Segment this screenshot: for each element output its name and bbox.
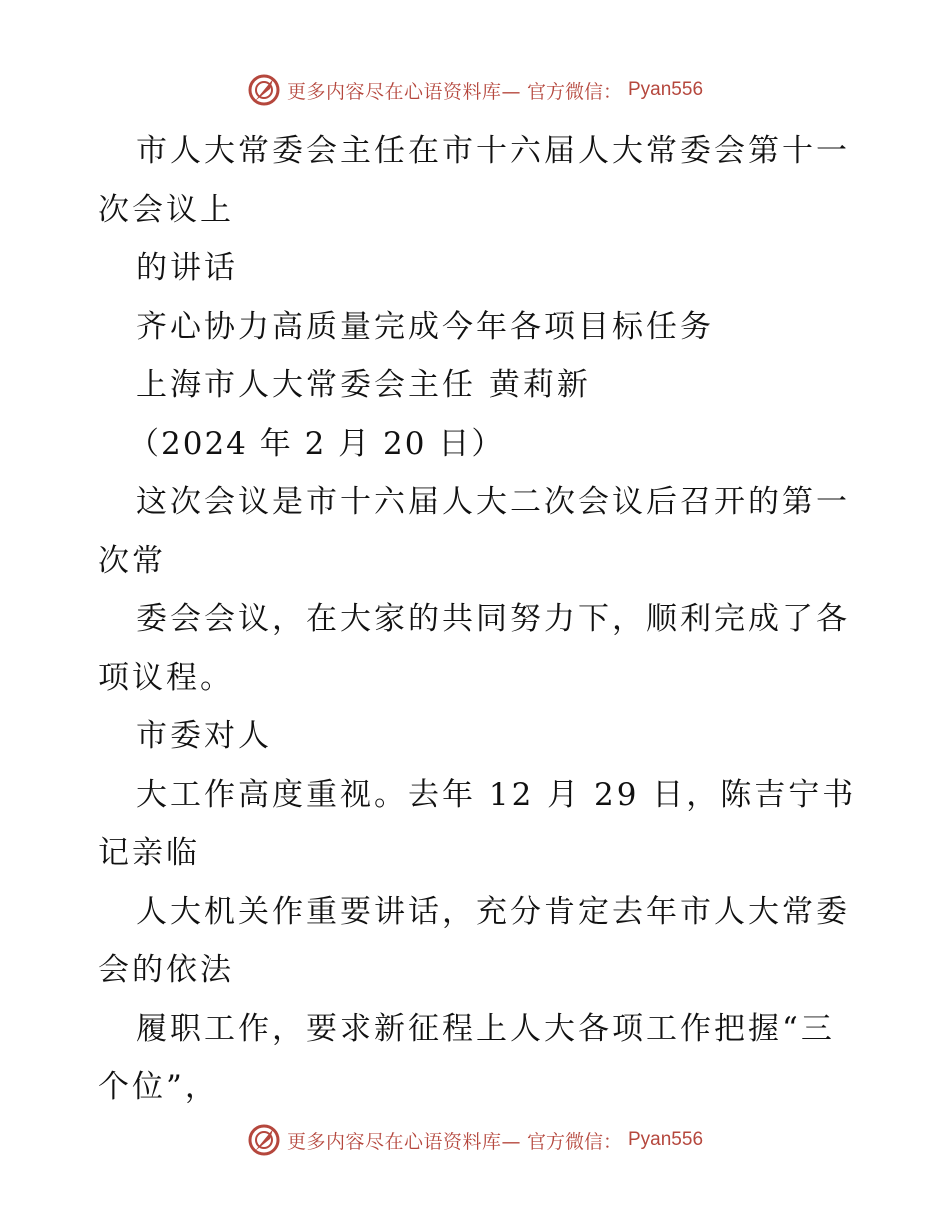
paragraph-line: 这次会议是市十六届人大二次会议后召开的第一 [136,484,850,520]
quill-logo-icon [247,1123,281,1157]
watermark-text: 更多内容尽在心语资料库— [286,80,521,103]
paragraph-line: 市委对人 [136,718,272,754]
paragraph-line: 人大机关作重要讲话，充分肯定去年市人大常委 [136,893,850,930]
title-line-3: 的讲话 [136,250,238,286]
title-line-2: 次会议上 [98,191,234,228]
title-line-1: 市人大常委会主任在市十六届人大常委会第十一 [136,133,850,169]
watermark-wechat-id: Pyan556 [628,79,704,100]
date-line: （2024 年 2 月 20 日） [128,425,505,462]
paragraph-line: 个位”， [98,1069,219,1105]
paragraph-line: 项议程。 [98,659,234,696]
watermark-text: 更多内容尽在心语资料库— [286,1130,521,1153]
paragraph-line: 委会会议，在大家的共同努力下，顺利完成了各 [136,601,850,637]
paragraph-line: 记亲临 [98,835,200,871]
paragraph-line: 会的依法 [98,952,234,988]
header-watermark-banner [0,70,950,110]
speaker-line: 上海市人大常委会主任 黄莉新 [136,367,591,403]
document-body [98,122,858,1117]
paragraph-line: 大工作高度重视。去年 12 月 29 日，陈吉宁书 [136,776,857,813]
quill-logo-icon [247,73,281,107]
speech-title: 齐心协力高质量完成今年各项目标任务 [136,308,714,345]
watermark-wechat-label: 官方微信： [526,1130,622,1153]
footer-watermark-banner [0,1120,950,1160]
watermark-wechat-id: Pyan556 [628,1129,704,1150]
watermark-wechat-label: 官方微信： [526,80,622,103]
paragraph-line: 次常 [98,542,166,579]
paragraph-line: 履职工作，要求新征程上人大各项工作把握“三 [136,1010,835,1047]
